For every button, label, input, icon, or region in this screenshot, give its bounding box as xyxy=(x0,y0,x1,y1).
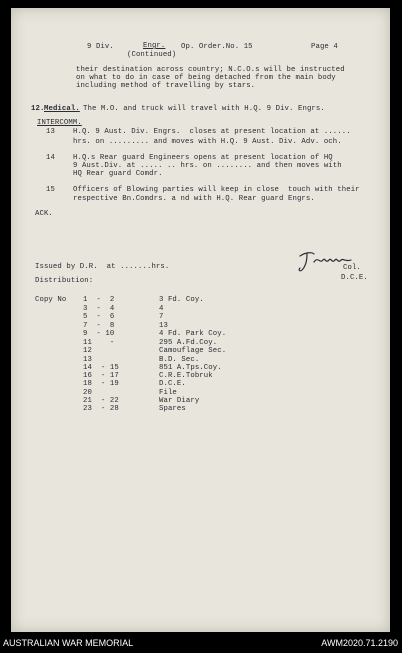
list-item: 18 - 19 xyxy=(83,380,119,388)
item-13-line: hrs. on ......... and moves with H.Q. 9 Aust. Div. Adv. och. xyxy=(73,138,342,146)
intercomm-heading: INTERCOMM. xyxy=(37,119,82,127)
list-item: 7 - 8 xyxy=(83,322,115,330)
item-15-line: Officers of Blowing parties will keep in close touch with their xyxy=(73,186,360,194)
distribution-heading: Distribution: xyxy=(35,277,94,285)
list-item: 11 - xyxy=(83,339,115,347)
para-12-number: 12. xyxy=(31,105,45,113)
list-item: 9 - 10 xyxy=(83,330,115,338)
issued-line: Issued by D.R. at .......hrs. xyxy=(35,263,170,271)
list-item: War Diary xyxy=(159,397,200,405)
issuer-label: Engr. xyxy=(143,42,166,50)
footer-institution: AUSTRALIAN WAR MEMORIAL xyxy=(3,638,134,648)
list-item: 23 - 28 xyxy=(83,405,119,413)
list-item: C.R.E.Tobruk xyxy=(159,372,213,380)
footer-accession-number: AWM2020.71.2190 xyxy=(321,638,398,648)
list-item: 14 - 15 xyxy=(83,364,119,372)
page-number: Page 4 xyxy=(311,43,338,51)
division-label: 9 Div. xyxy=(87,43,114,51)
intro-line: their destination across country; N.C.O.s will be instructed xyxy=(76,66,345,74)
ack-label: ACK. xyxy=(35,210,53,218)
item-13-number: 13 xyxy=(46,128,55,136)
list-item: 13 xyxy=(83,356,92,364)
continued-label: (Continued) xyxy=(127,51,177,59)
list-item: Camouflage Sec. xyxy=(159,347,227,355)
item-13-line: H.Q. 9 Aust. Div. Engrs. closes at present location at ...... xyxy=(73,128,351,136)
document-sheet xyxy=(11,8,390,632)
list-item: B.D. Sec. xyxy=(159,356,200,364)
order-number: Op. Order.No. 15 xyxy=(181,43,253,51)
archive-footer xyxy=(0,633,402,653)
list-item: 7 xyxy=(159,313,164,321)
item-14-line: H.Q.s Rear guard Engineers opens at present location of HQ xyxy=(73,154,333,162)
list-item: File xyxy=(159,389,177,397)
list-item: 3 - 4 xyxy=(83,305,115,313)
intro-line: including method of travelling by stars. xyxy=(76,82,256,90)
copy-label: Copy No xyxy=(35,296,67,304)
intro-line: on what to do in case of being detached from the main body xyxy=(76,74,336,82)
list-item: 851 A.Tps.Coy. xyxy=(159,364,222,372)
list-item: 4 xyxy=(159,305,164,313)
list-item: 13 xyxy=(159,322,168,330)
list-item: 5 - 6 xyxy=(83,313,115,321)
list-item: 16 - 17 xyxy=(83,372,119,380)
list-item: Spares xyxy=(159,405,186,413)
list-item: 295 A.Fd.Coy. xyxy=(159,339,218,347)
list-item: D.C.E. xyxy=(159,380,186,388)
list-item: 12 xyxy=(83,347,92,355)
list-item: 4 Fd. Park Coy. xyxy=(159,330,227,338)
list-item: 21 - 22 xyxy=(83,397,119,405)
item-15-line: respective Bn.Comdrs. a nd with H.Q. Rear guard Engrs. xyxy=(73,195,315,203)
signature-rank: Col. xyxy=(343,264,361,272)
item-15-number: 15 xyxy=(46,186,55,194)
list-item: 3 Fd. Coy. xyxy=(159,296,204,304)
item-14-number: 14 xyxy=(46,154,55,162)
para-12-text: The M.O. and truck will travel with H.Q. 9 Div. Engrs. xyxy=(83,105,325,113)
list-item: 1 - 2 xyxy=(83,296,115,304)
item-14-line: HQ Rear guard Comdr. xyxy=(73,170,163,178)
signature-role: D.C.E. xyxy=(341,274,368,282)
item-14-line: 9 Aust.Div. at ..... .. hrs. on ........ and then moves with xyxy=(73,162,342,170)
list-item: 20 xyxy=(83,389,92,397)
para-12-heading: Medical. xyxy=(44,105,80,113)
